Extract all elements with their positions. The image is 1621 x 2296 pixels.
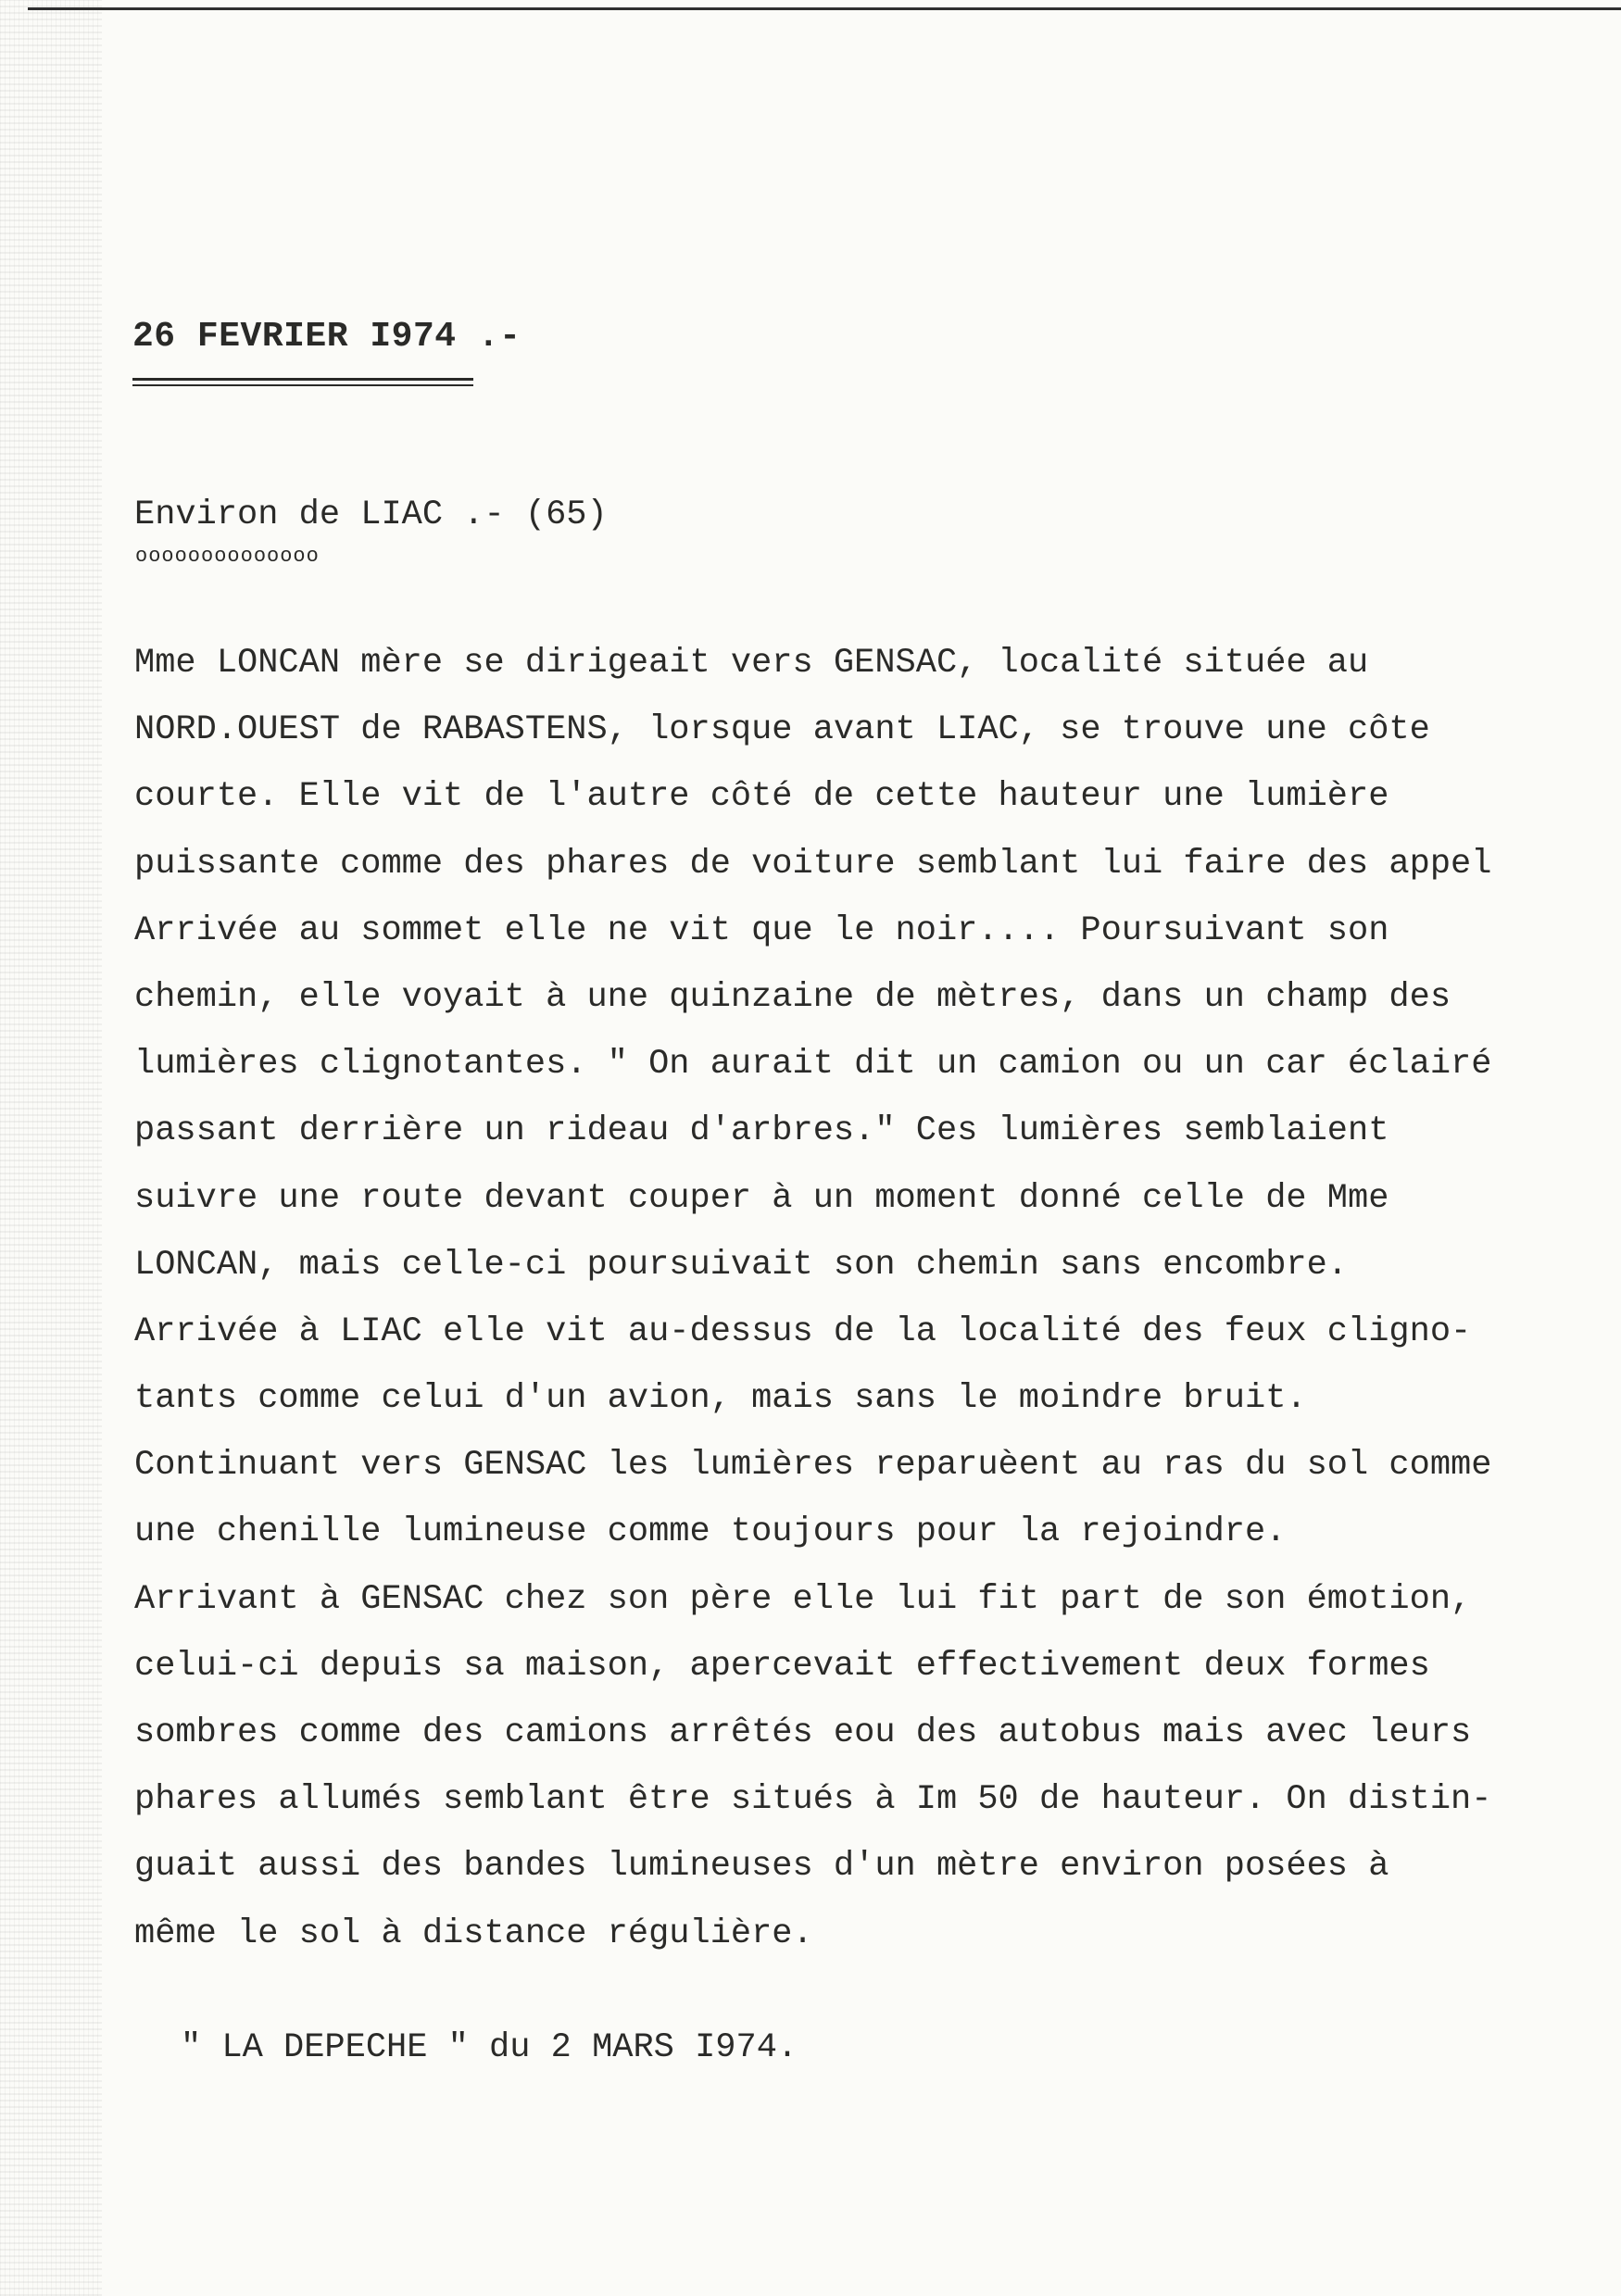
body-line: Arrivant à GENSAC chez son père elle lui fit part de son émotion, [134, 1579, 1472, 1619]
location-heading: Environ de LIAC .- (65) [134, 496, 608, 534]
top-border-line [28, 7, 1621, 10]
location-heading-underline: oooooooooooooo [135, 545, 320, 568]
body-line: Continuant vers GENSAC les lumières reparuèent au ras du sol comme [134, 1446, 1492, 1486]
body-line: une chenille lumineuse comme toujours pour la rejoindre. [134, 1512, 1287, 1552]
body-line: puissante comme des phares de voiture semblant lui faire des appel [134, 844, 1492, 884]
body-line: tants comme celui d'un avion, mais sans le moindre bruit. [134, 1379, 1307, 1419]
body-line: phares allumés semblant être situés à Im 50 de hauteur. On distin- [134, 1780, 1492, 1820]
body-line: passant derrière un rideau d'arbres." Ces lumières semblaient [134, 1111, 1389, 1151]
body-line: Arrivée au sommet elle ne vit que le noir.... Poursuivant son [134, 910, 1389, 950]
body-line: Arrivée à LIAC elle vit au-dessus de la localité des feux cligno- [134, 1311, 1472, 1351]
body-line: suivre une route devant couper à un moment donné celle de Mme [134, 1178, 1389, 1218]
body-line: sombres comme des camions arrêtés eou des autobus mais avec leurs [134, 1713, 1472, 1752]
date-heading: 26 FEVRIER I974 .- [132, 317, 521, 357]
date-heading-underline [132, 378, 473, 386]
body-line: chemin, elle voyait à une quinzaine de mètres, dans un champ des [134, 977, 1451, 1017]
body-line: NORD.OUEST de RABASTENS, lorsque avant LIAC, se trouve une côte [134, 710, 1430, 750]
scan-edge-noise [0, 0, 102, 2296]
source-citation: " LA DEPECHE " du 2 MARS I974. [181, 2028, 798, 2067]
body-line: Mme LONCAN mère se dirigeait vers GENSAC, localité située au [134, 644, 1369, 683]
body-line: guait aussi des bandes lumineuses d'un mètre environ posées à [134, 1847, 1389, 1887]
body-line: celui-ci depuis sa maison, apercevait effectivement deux formes [134, 1646, 1430, 1686]
body-text [134, 630, 1607, 1967]
body-line: courte. Elle vit de l'autre côté de cette hauteur une lumière [134, 777, 1389, 817]
body-line: LONCAN, mais celle-ci poursuivait son chemin sans encombre. [134, 1245, 1349, 1285]
body-line: même le sol à distance régulière. [134, 1913, 813, 1953]
body-line: lumières clignotantes. " On aurait dit un camion ou un car éclairé [134, 1045, 1492, 1085]
